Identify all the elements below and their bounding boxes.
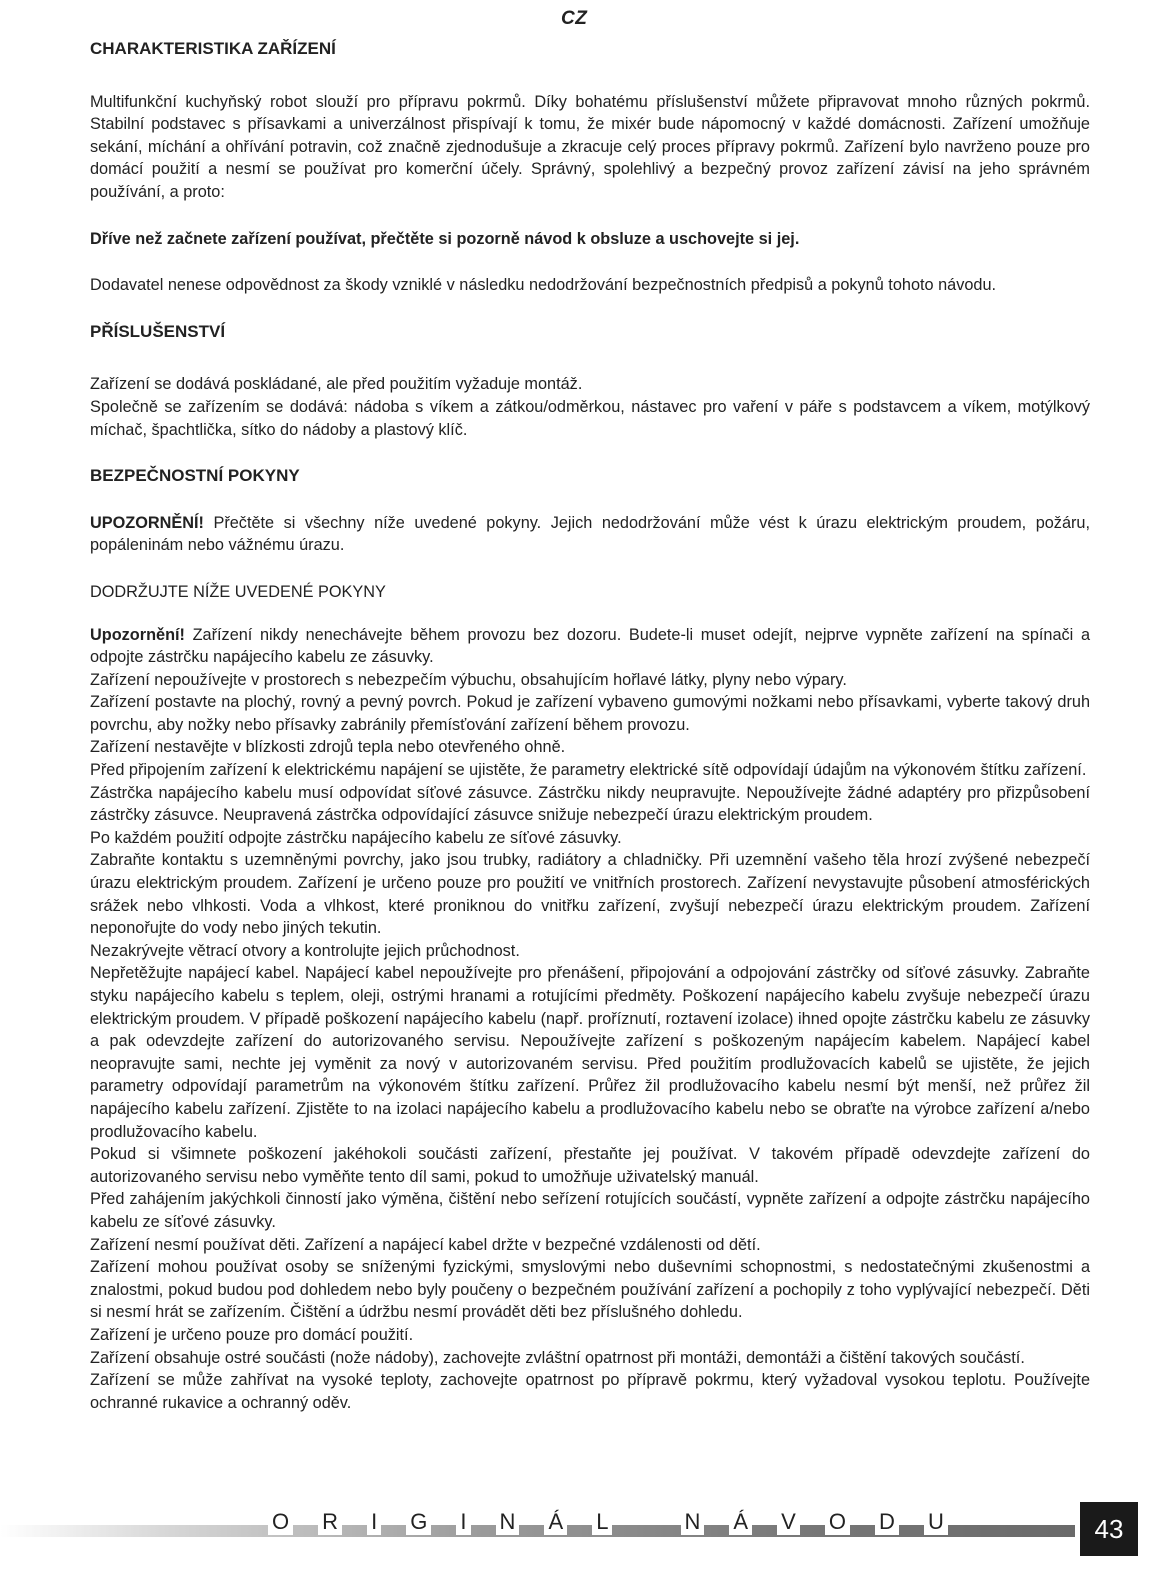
accessories-line-1: Zařízení se dodává poskládané, ale před použitím vyžaduje montáž.	[90, 375, 583, 394]
accessories-line-2: Společně se zařízením se dodává: nádoba s víkem a zátkou/odměrkou, nástavec pro vaření v páře s podstavcem a víkem, motýlkový míchač, špachtlička, sítko do nádoby a plastový klíč.	[90, 397, 1090, 439]
safety-item: Před připojením zařízení k elektrickému napájení se ujistěte, že parametry elektrické sítě odpovídají údajům na výkonovém štítku zařízení.	[90, 761, 1087, 780]
follow-instructions-heading: DODRŽUJTE NÍŽE UVEDENÉ POKYNY	[90, 582, 386, 601]
intro-paragraph: Multifunkční kuchyňský robot slouží pro přípravu pokrmů. Díky bohatému příslušenství můžete připravovat mnoho různých pokrmů. Stabilní podstavec s přísavkami a univerzálnost přispívají k tomu, že mixér bude nápomocný v každé domácnosti. Zařízení umožňuje sekání, míchání a ohřívání potravin, což značně zjednodušuje a zkracuje celý proces přípravy pokrmů. Zařízení bylo navrženo pouze pro domácí použití a nesmí se používat pro komerční účely. Správný, spolehlivý a bezpečný provoz zařízení závisí na jeho správném používání, a proto:	[90, 92, 1090, 201]
safety-item: Zařízení nestavějte v blízkosti zdrojů tepla nebo otevřeného ohně.	[90, 738, 566, 757]
safety-item: Zařízení obsahuje ostré součásti (nože nádoby), zachovejte zvláštní opatrnost při montáži, demontáži a čištění takových součástí.	[90, 1348, 1025, 1367]
safety-item: Zařízení postavte na plochý, rovný a pevný povrch. Pokud je zařízení vybaveno gumovými nožkami nebo přísavkami, vyberte takový druh povrchu, aby nožky nebo přísavky zabránily přemísťování zařízení během provozu.	[90, 693, 1090, 734]
footer-letter: N	[681, 1509, 705, 1535]
safety-first-item	[90, 624, 1090, 669]
read-manual-warning: Dříve než začnete zařízení používat, přečtěte si pozorně návod k obsluze a uschovejte si jej.	[90, 229, 800, 248]
document-body	[90, 38, 1090, 1414]
safety-item: Zařízení nepoužívejte v prostorech s nebezpečím výbuchu, obsahujícím hořlavé látky, plyny nebo výpary.	[90, 670, 847, 689]
footer-original-manual	[268, 1509, 948, 1535]
footer-letter: N	[496, 1509, 520, 1535]
section-title-accessories: PŘÍSLUŠENSTVÍ	[90, 321, 226, 341]
section-title-characteristics: CHARAKTERISTIKA ZAŘÍZENÍ	[90, 39, 336, 58]
liability-paragraph: Dodavatel nenese odpovědnost za škody vzniklé v následku nedodržování bezpečnostních předpisů a pokynů tohoto návodu.	[90, 276, 997, 295]
footer-letter: D	[875, 1509, 899, 1535]
footer-letter: L	[592, 1509, 612, 1535]
footer-letter: Á	[729, 1509, 752, 1535]
caution-label: Upozornění!	[90, 625, 185, 644]
footer-letter: I	[367, 1509, 381, 1535]
safety-item: Zástrčka napájecího kabelu musí odpovídat síťové zásuvce. Zástrčku nikdy neupravujte. Nepoužívejte žádné adaptéry pro přizpůsobení zástrčky zásuvce. Neupravená zástrčka odpovídající zásuvce snižuje nebezpečí úrazu elektrickým proudem.	[90, 783, 1090, 825]
caution-text: Zařízení nikdy nenechávejte během provozu bez dozoru. Budete-li muset odejít, nejprve vypněte zařízení na spínači a odpojte zástrčku napájecího kabelu ze zásuvky.	[90, 625, 1090, 667]
footer-letter: I	[456, 1509, 470, 1535]
safety-item: Nepřetěžujte napájecí kabel. Napájecí kabel nepoužívejte pro přenášení, připojování a odpojování zástrčky od síťové zásuvky. Zabraňte styku napájecího kabelu s teplem, oleji, ostrými hranami a rotujícími předměty. Poškození napájecího kabelu zvyšuje nebezpečí úrazu elektrickým proudem. V případě poškození napájecího kabelu (např. proříznutí, roztavení izolace) ihned opojte zástrčku kabelu ze zásuvky a pak odevzdejte zařízení do autorizovaného servisu. Nepoužívejte zařízení s poškozeným napájecím kabelem. Napájecí kabel neopravujte sami, nechte jej vyměnit za nový v autorizovaném servisu. Před použitím prodlužovacích kabelů se ujistěte, že jejich parametry odpovídají parametrům na výkonovém štítku zařízení. Průřez žil prodlužovacího kabelu nesmí být menší, než průřez žil napájecího kabelu zařízení. Zjistěte to na izolaci napájecího kabelu a prodlužovacího kabelu nebo se obraťte na výrobce zařízení a/nebo prodlužovacího kabelu.	[90, 964, 1090, 1141]
footer-letter: G	[406, 1509, 431, 1535]
safety-warning-paragraph	[90, 512, 1090, 557]
page-number: 43	[1080, 1502, 1138, 1556]
footer-letter: R	[318, 1509, 342, 1535]
footer-letter: U	[924, 1509, 948, 1535]
footer-letter: Á	[544, 1509, 567, 1535]
safety-item: Pokud si všimnete poškození jakéhokoli součásti zařízení, přestaňte jej používat. V takovém případě odevzdejte zařízení do autorizovaného servisu nebo vyměňte tento díl sami, pokud to umožňuje uživatelský manuál.	[90, 1145, 1090, 1186]
safety-item: Nezakrývejte větrací otvory a kontrolujte jejich průchodnost.	[90, 941, 520, 960]
footer-letter	[637, 1509, 655, 1535]
safety-item: Zařízení mohou používat osoby se sníženými fyzickými, smyslovými nebo duševními schopnostmi, s nedostatečnými zkušenostmi a znalostmi, pokud budou pod dohledem nebo byly poučeny o bezpečném používání zařízení a pochopily z toho vyplývající nebezpečí. Děti si nesmí hrát se zařízením. Čištění a údržbu nesmí provádět děti bez příslušného dohledu.	[90, 1258, 1090, 1322]
warning-text: Přečtěte si všechny níže uvedené pokyny. Jejich nedodržování může vést k úrazu elektrickým proudem, požáru, popáleninám nebo vážnému úrazu.	[90, 513, 1090, 555]
safety-instructions-list	[90, 669, 1090, 1415]
section-title-safety: BEZPEČNOSTNÍ POKYNY	[90, 466, 300, 486]
safety-item: Zařízení je určeno pouze pro domácí použití.	[90, 1325, 414, 1344]
safety-item: Po každém použití odpojte zástrčku napájecího kabelu ze síťové zásuvky.	[90, 828, 622, 847]
safety-item: Před zahájením jakýchkoli činností jako výměna, čištění nebo seřízení rotujících součástí, vypněte zařízení a odpojte zástrčku napájecího kabelu ze síťové zásuvky.	[90, 1190, 1090, 1231]
safety-item: Zařízení se může zahřívat na vysoké teploty, zachovejte opatrnost po přípravě pokrmu, který vyžadoval vysokou teplotu. Používejte ochranné rukavice a ochranný oděv.	[90, 1371, 1090, 1412]
footer-letter: O	[268, 1509, 293, 1535]
footer-letter: O	[825, 1509, 850, 1535]
language-label: CZ	[561, 8, 588, 29]
safety-item: Zabraňte kontaktu s uzemněnými povrchy, jako jsou trubky, radiátory a chladničky. Při uzemnění vašeho těla hrozí zvýšené nebezpečí úrazu elektrickým proudem. Zařízení je určeno pouze pro použití ve vnitřních prostorech. Zařízení nevystavujte působení atmosférických srážek nebo vlhkosti. Voda a vlhkost, které proniknou do vnitřku zařízení, zvyšují nebezpečí úrazu elektrickým proudem. Zařízení neponořujte do vody nebo jiných tekutin.	[90, 851, 1090, 938]
warning-label: UPOZORNĚNÍ!	[90, 513, 204, 532]
safety-item: Zařízení nesmí používat děti. Zařízení a napájecí kabel držte v bezpečné vzdálenosti od dětí.	[90, 1235, 761, 1254]
footer-letter: V	[777, 1509, 800, 1535]
